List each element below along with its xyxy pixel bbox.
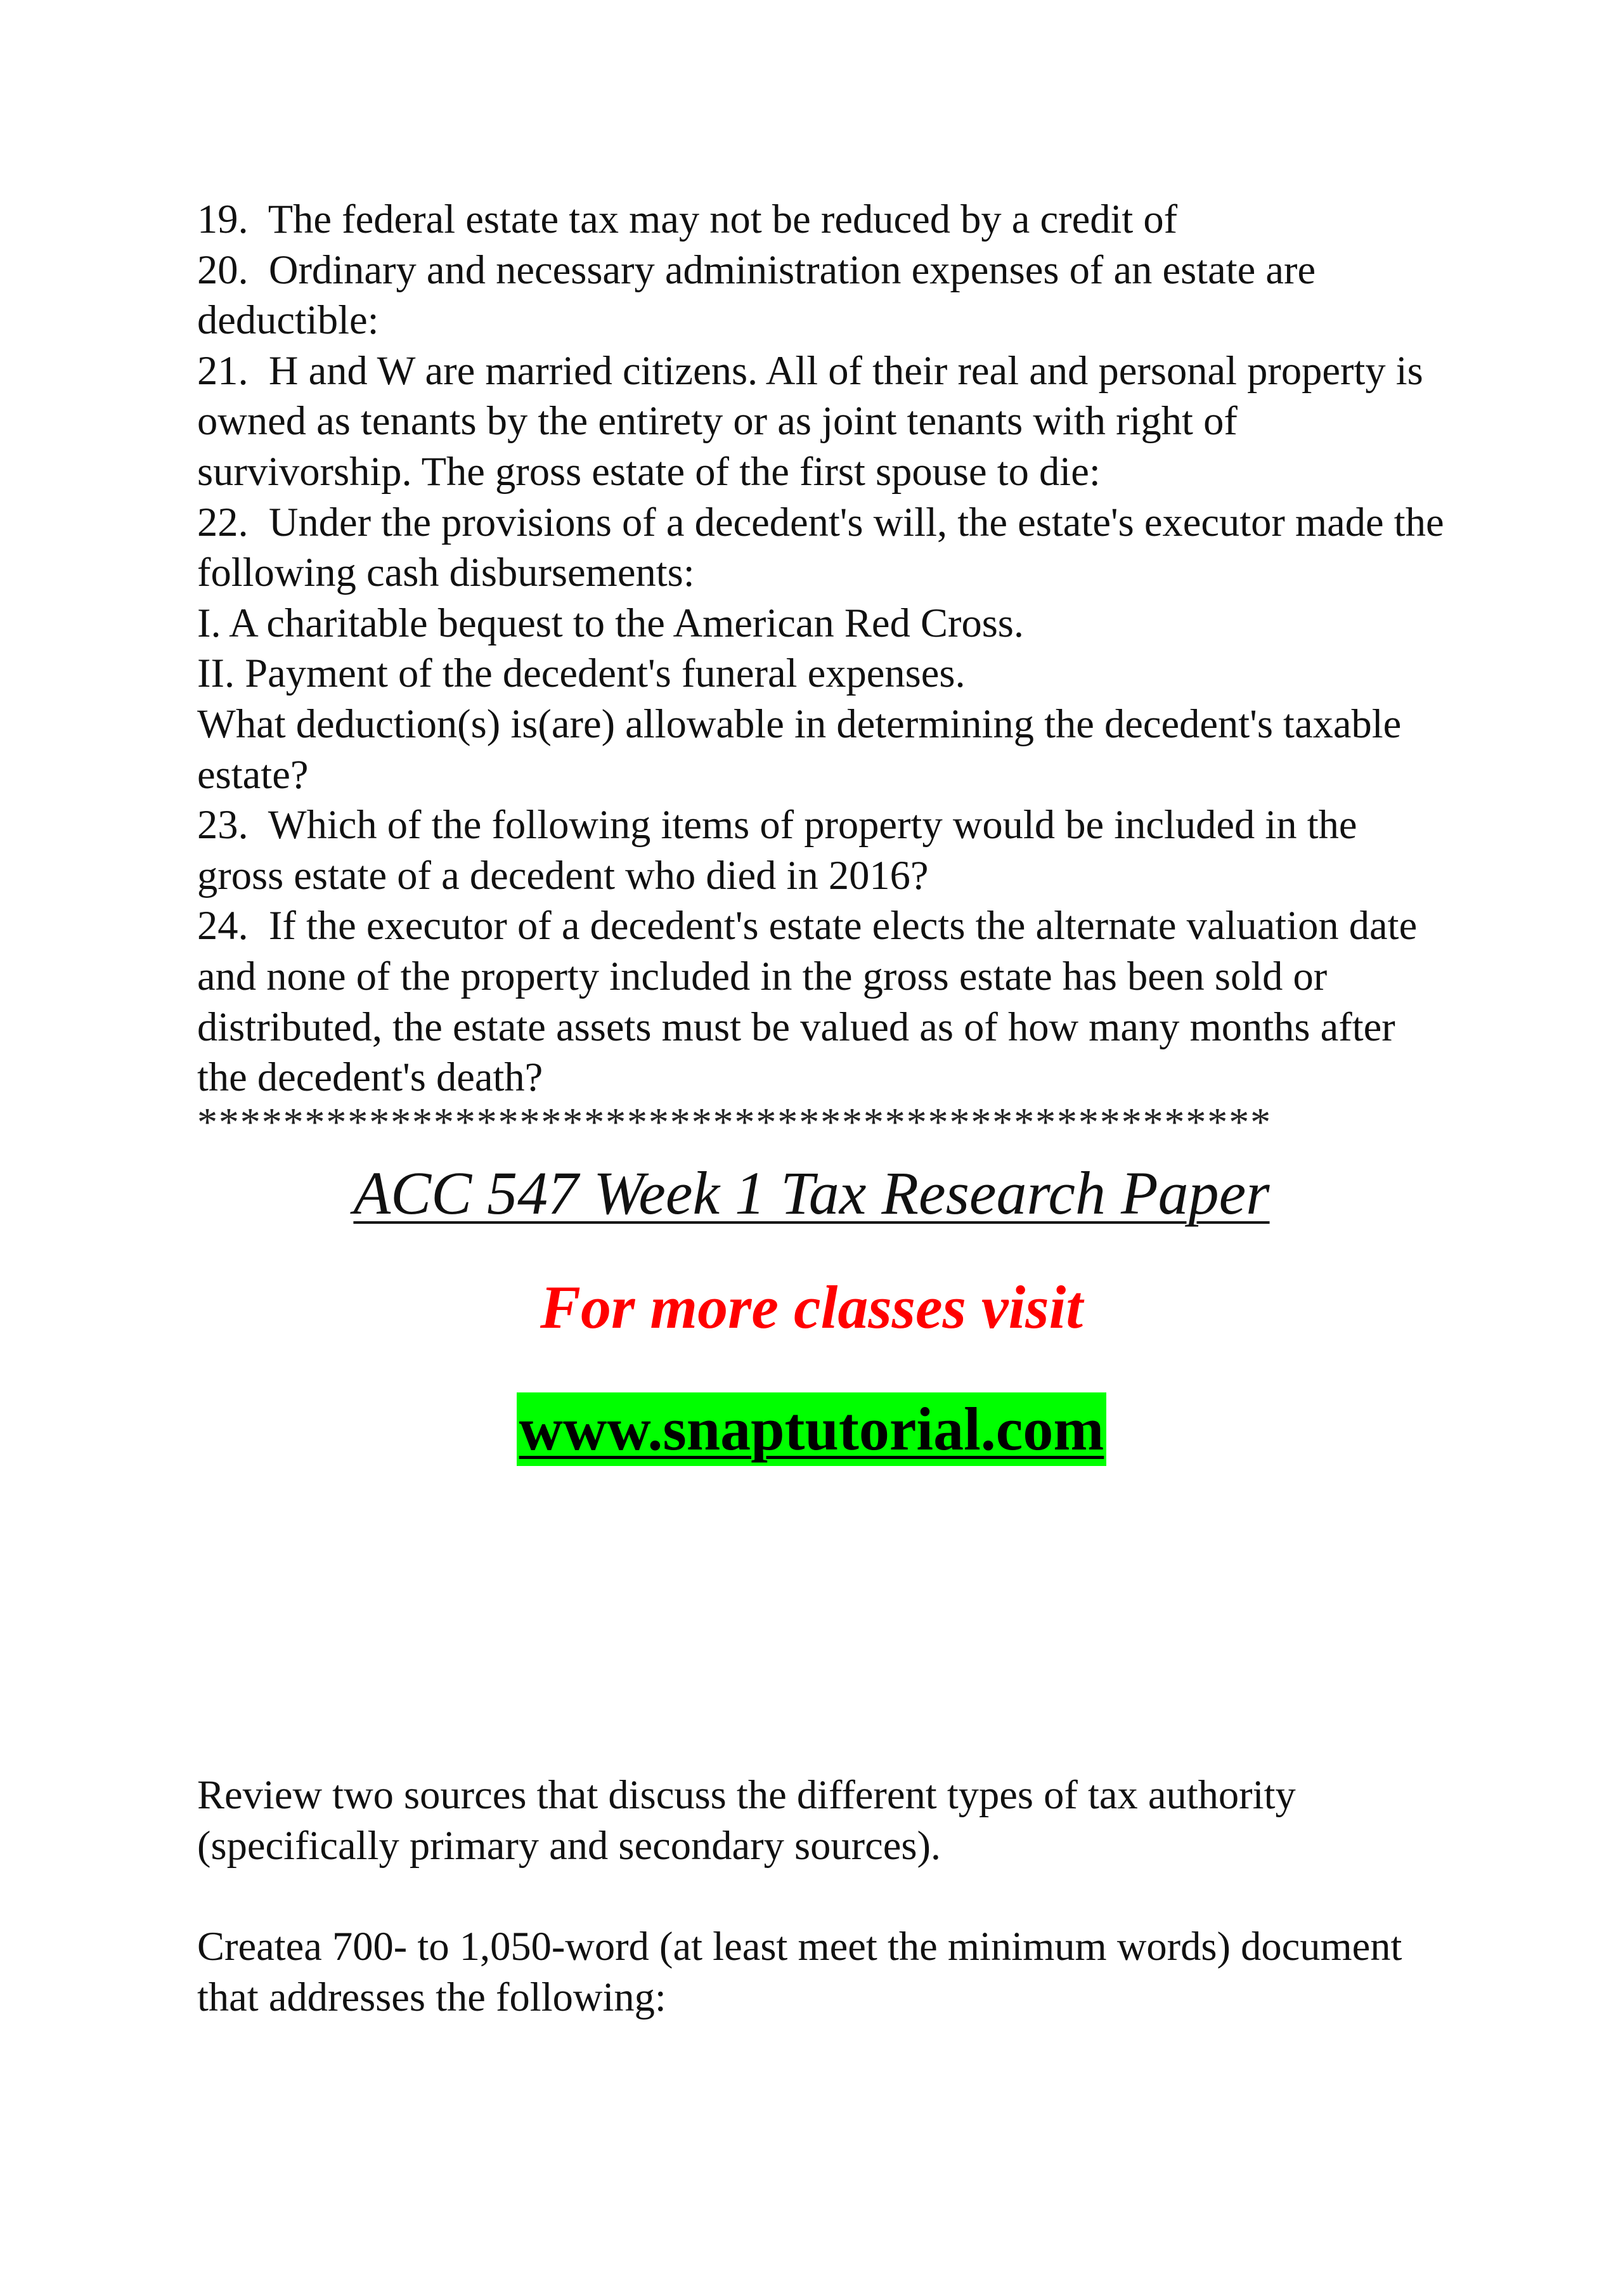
website-link[interactable]: www.snaptutorial.com [517, 1392, 1107, 1466]
question-22-item-1: I. A charitable bequest to the American Red Cross. [197, 600, 1025, 645]
asterisk-separator: ************************************************** [197, 1103, 1272, 1141]
promo-text: For more classes visit [540, 1273, 1083, 1341]
question-22: 22. Under the provisions of a decedent's will, the estate's executor made the following cash disbursements: [197, 499, 1454, 595]
question-22-prompt: What deduction(s) is(are) allowable in determining the decedent's taxable estate? [197, 701, 1412, 797]
website-link-container [0, 1392, 1623, 1466]
question-19: 19. The federal estate tax may not be reduced by a credit of [197, 197, 1178, 242]
document-title: ACC 547 Week 1 Tax Research Paper [353, 1159, 1270, 1227]
question-24: 24. If the executor of a decedent's estate elects the alternate valuation date and none of the property included in the gross estate has been sold or distributed, the estate assets must be valued as of how many months after the decedent's death? [197, 903, 1428, 1100]
question-23: 23. Which of the following items of property would be included in the gross estate of a decedent who died in 2016? [197, 802, 1368, 898]
question-21: 21. H and W are married citizens. All of their real and personal property is owned as tenants by the entirety or as joint tenants with right of survivorship. The gross estate of the first spouse to die: [197, 347, 1433, 494]
question-list [197, 194, 1452, 1103]
review-instruction: Review two sources that discuss the different types of tax authority (specifically primary and secondary sources). [197, 1772, 1296, 1868]
question-22-item-2: II. Payment of the decedent's funeral expenses. [197, 651, 966, 696]
create-instruction: Createa 700- to 1,050-word (at least meet the minimum words) document that addresses the following: [197, 1924, 1402, 2020]
question-20: 20. Ordinary and necessary administration expenses of an estate are deductible: [197, 247, 1326, 343]
